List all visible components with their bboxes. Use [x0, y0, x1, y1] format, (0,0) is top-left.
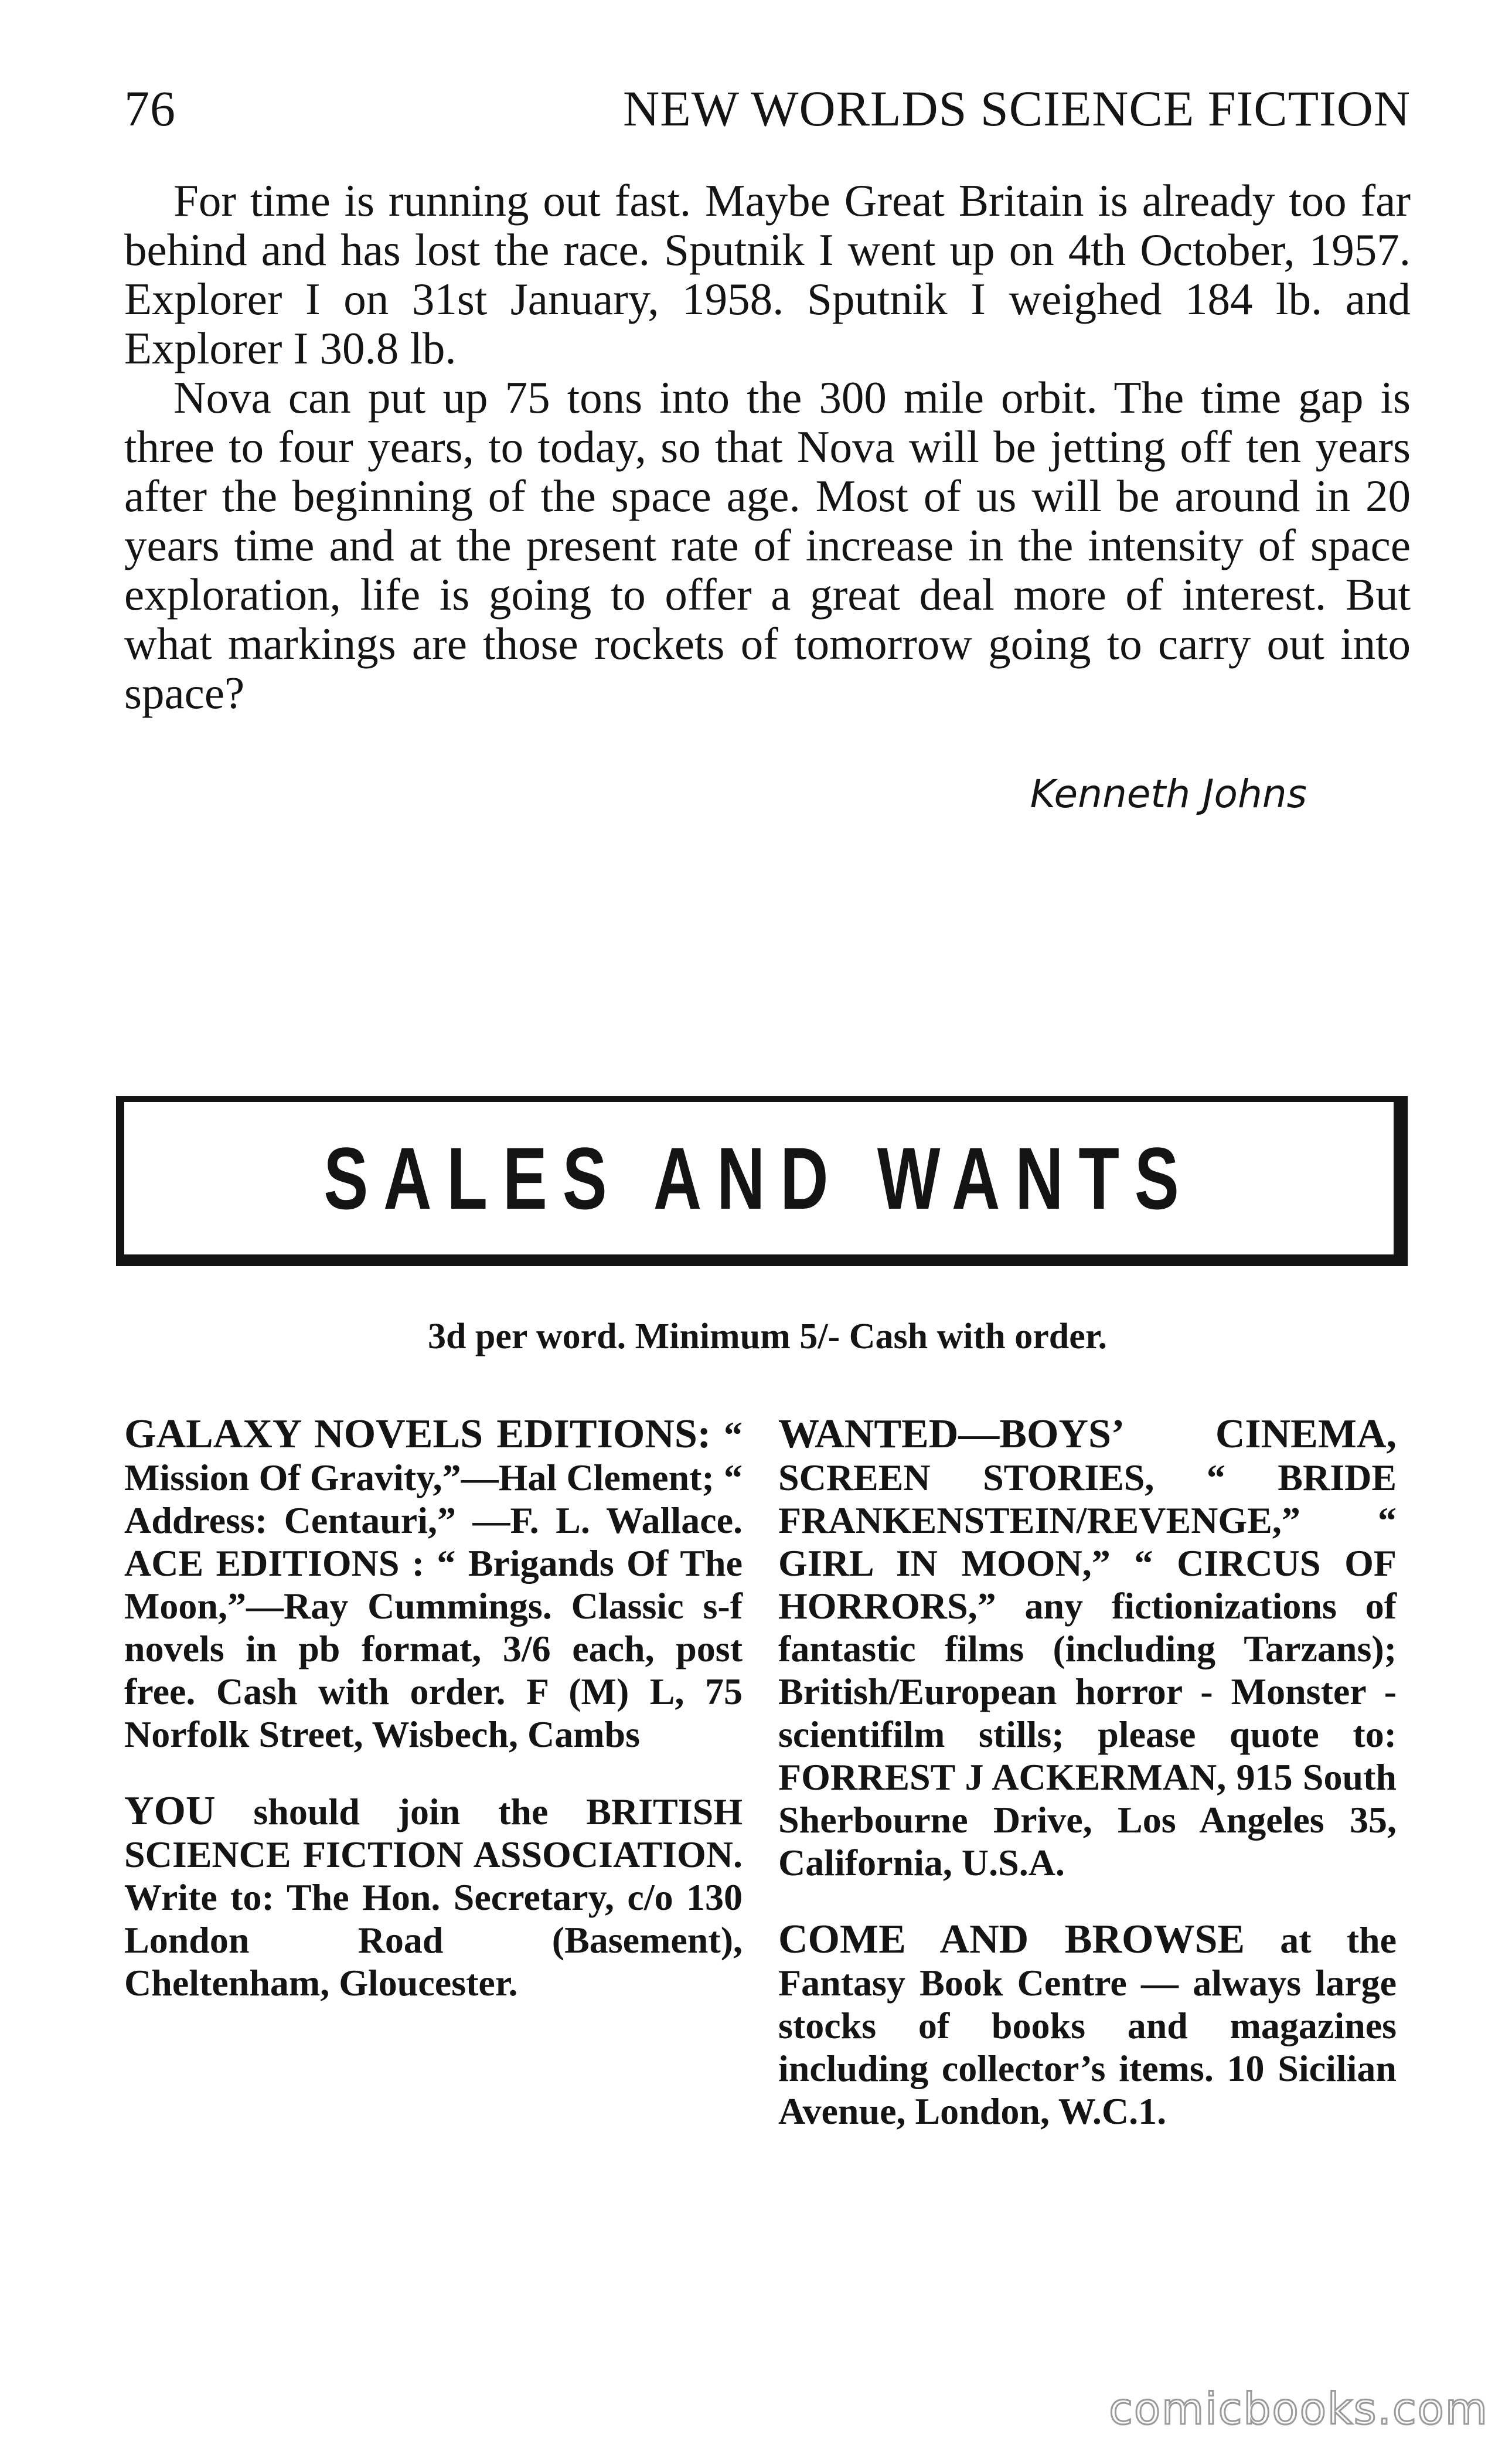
classified-ad [124, 1790, 743, 2004]
author-byline: Kenneth Johns [1030, 771, 1307, 817]
ad-rates: 3d per word. Minimum 5/- Cash with order. [427, 1317, 1108, 1356]
ad-text: at the Fantasy Book Centre — always large stocks of books and magazines including collector’s items. 10 Sicilian Avenue, London, W.C.1. [778, 1919, 1397, 2132]
running-title: NEW WORLDS SCIENCE FICTION [623, 80, 1411, 137]
classifieds-left-column [124, 1413, 743, 2038]
ad-text: should join the BRITISH SCIENCE FICTION ASSOCIATION. Write to: The Hon. Secretary, c/o 130 London Road (Basement), Cheltenham, Gloucester. [124, 1791, 743, 2004]
section-title: SALES AND WANTS [323, 1128, 1194, 1227]
ad-text: SCREEN STORIES, “ BRIDE FRANKENSTEIN/REVENGE,” “ GIRL IN MOON,” “ CIRCUS OF HORRORS,” any fictionizations of fantastic films (including Tarzans); British/European horror - Monster - scientifilm stills; please quote to: FORREST J ACKERMAN, 915 South Sherbourne Drive, Los Angeles 35, California, U.S.A. [778, 1457, 1397, 1883]
ad-text: “ Mission Of Gravity,”—Hal Clement; “ Address: Centauri,” —F. L. Wallace. ACE EDITIONS : “ Brigands Of The Moon,”—Ray Cummings. Classic s-f novels in pb format, 3/6 each, post free. Cash with order. F (M) L, 75 Norfolk Street, Wisbech, Cambs [124, 1414, 743, 1755]
classified-ad [124, 1413, 743, 1756]
article-body [124, 176, 1411, 717]
running-head [124, 76, 1411, 141]
classified-ad [778, 1918, 1397, 2133]
page-number: 76 [124, 80, 176, 137]
article-paragraph: Nova can put up 75 tons into the 300 mile orbit. The time gap is three to four years, to today, so that Nova will be jetting off ten years after the beginning of the space age. Most of us will be around in 20 years time and at the present rate of increase in the intensity of space exploration, life is going to offer a great deal more of interest. But what markings are those rockets of tomorrow going to carry out into space? [124, 372, 1411, 718]
site-watermark: comicbooks.com [1109, 2384, 1489, 2434]
ad-lead: COME AND BROWSE [778, 1917, 1245, 1962]
classifieds-right-column [778, 1413, 1397, 2167]
ad-lead: WANTED—BOYS’ CINEMA, [778, 1412, 1397, 1457]
classified-ad [778, 1413, 1397, 1884]
ad-lead: GALAXY NOVELS EDITIONS: [124, 1412, 711, 1457]
article-paragraph: For time is running out fast. Maybe Great Britain is already too far behind and has lost the race. Sputnik I went up on 4th October, 1957. Explorer I on 31st January, 1958. Sputnik I weighed 184 lb. and Explorer I 30.8 lb. [124, 175, 1411, 373]
ad-lead: YOU [124, 1788, 216, 1834]
section-banner [116, 1096, 1408, 1266]
